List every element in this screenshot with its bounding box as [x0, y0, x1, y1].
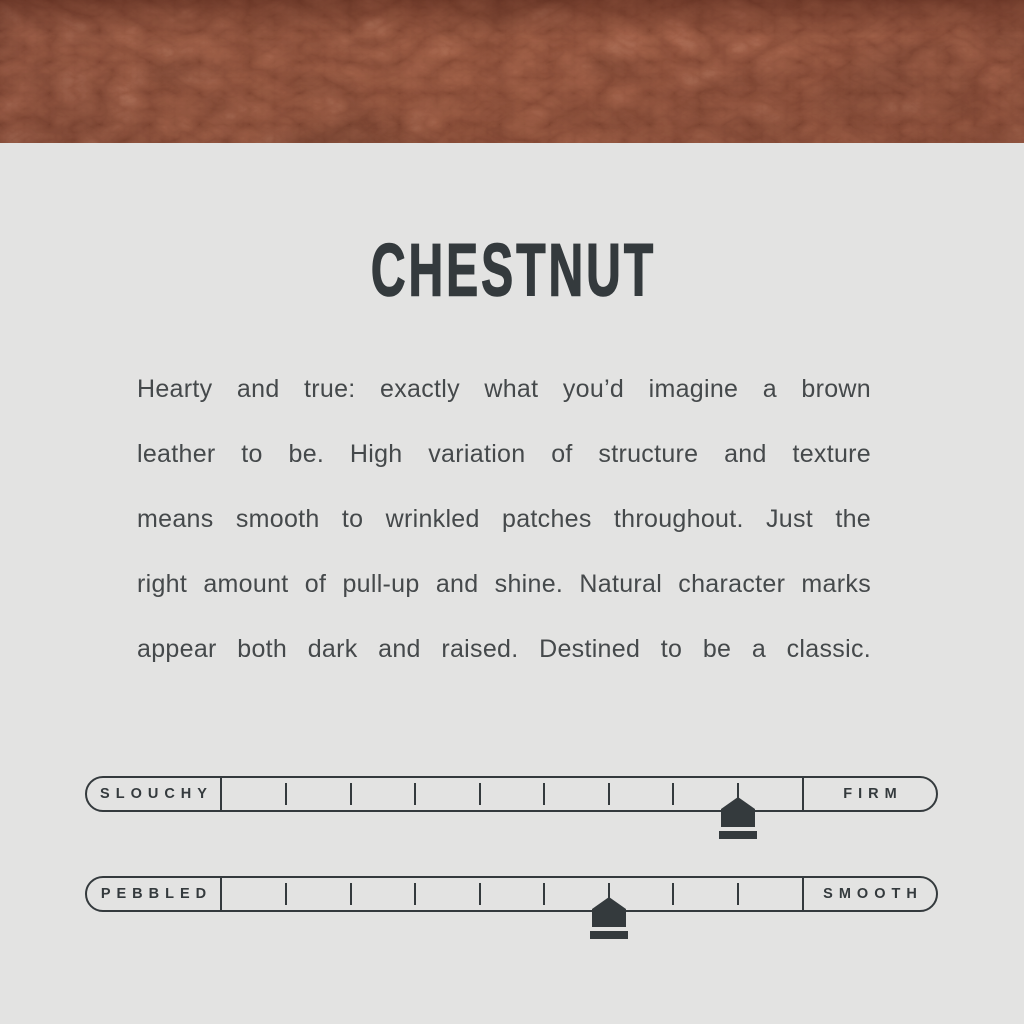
scale-marker-icon [590, 897, 628, 939]
scale-tick [608, 783, 610, 805]
scale-tick [479, 783, 481, 805]
scale-tick [479, 883, 481, 905]
leather-texture-image [0, 0, 1024, 143]
description-line: appear both dark and raised. Destined to be a classic. [137, 635, 871, 663]
description-line: right amount of pull-up and shine. Natural character marks [137, 570, 871, 598]
color-description [137, 357, 871, 682]
color-name-title: CHESTNUT [370, 230, 657, 313]
scale-tick [414, 783, 416, 805]
scale-right-label: SMOOTH [802, 878, 936, 910]
description-line: leather to be. High variation of structure and texture [137, 440, 871, 468]
scale-left-label: SLOUCHY [87, 778, 222, 810]
scale-tick [672, 783, 674, 805]
scale-tick [672, 883, 674, 905]
scale-tick [350, 883, 352, 905]
scale-tick [737, 883, 739, 905]
scale-tick [285, 883, 287, 905]
scale-track [222, 878, 802, 910]
scale-tick [543, 883, 545, 905]
description-line: Hearty and true: exactly what you’d imagine a brown [137, 375, 871, 403]
scale-tick [285, 783, 287, 805]
scale-tick [350, 783, 352, 805]
slouchy-firm-scale [85, 776, 938, 812]
scale-tick [543, 783, 545, 805]
scale-left-label: PEBBLED [87, 878, 222, 910]
scale-track [222, 778, 802, 810]
pebbled-smooth-scale [85, 876, 938, 912]
description-line: means smooth to wrinkled patches throughout. Just the [137, 505, 871, 533]
scale-marker-icon [719, 797, 757, 839]
scale-tick [414, 883, 416, 905]
scale-right-label: FIRM [802, 778, 936, 810]
